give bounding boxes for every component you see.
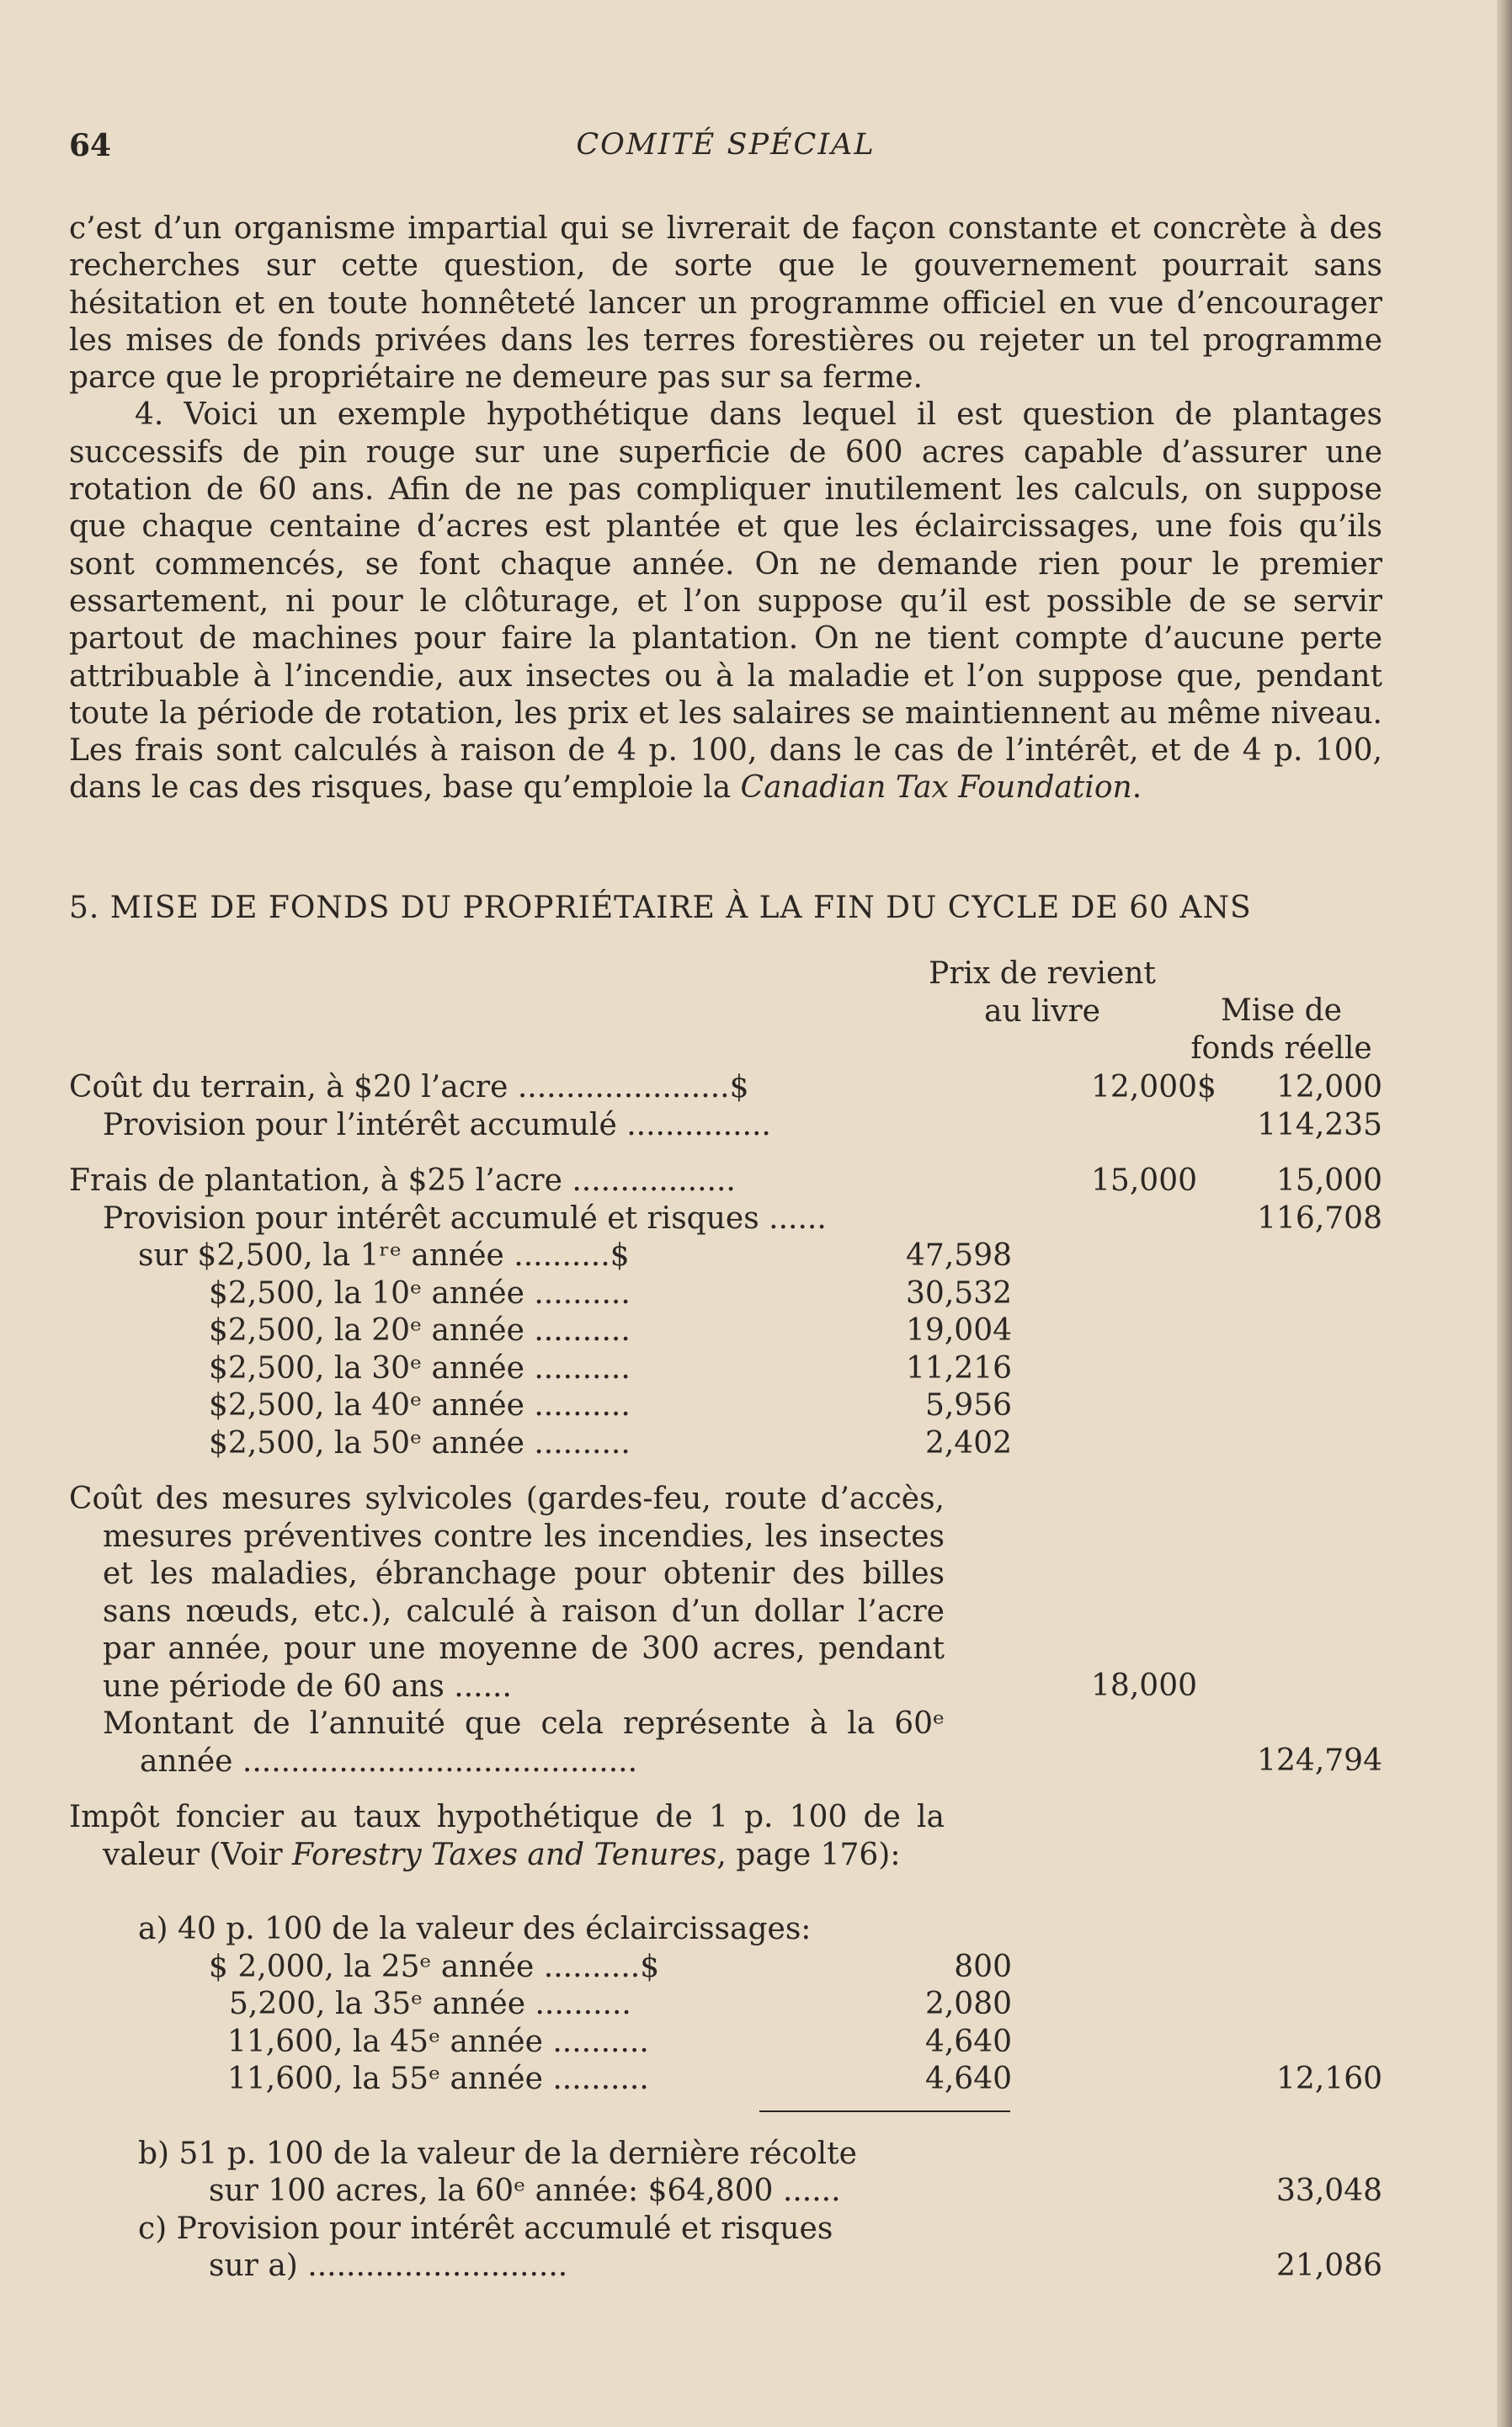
table-row-planting bbox=[69, 1163, 1382, 1200]
real-value: 15,000 bbox=[1276, 1163, 1382, 1198]
row-label: b) 51 p. 100 de la valeur de la dernière récolte bbox=[138, 2136, 857, 2171]
table-row-tax-b bbox=[69, 2136, 1382, 2174]
column-header-real-investment: Mise de fonds réelle bbox=[1190, 993, 1372, 1066]
paragraph-2-end: . bbox=[1131, 770, 1142, 806]
table-row-planting-interest bbox=[69, 1200, 1382, 1238]
table-row-silviculture bbox=[69, 1481, 1382, 1706]
sub-value: 19,004 bbox=[906, 1313, 1012, 1348]
table-row-planting-year bbox=[69, 1312, 1382, 1350]
row-label: sur a) ........................... bbox=[209, 2249, 568, 2283]
dollar-sign: $ bbox=[1197, 1070, 1217, 1104]
table-row-property-tax bbox=[69, 1799, 1382, 1911]
tax-text-italic: Forestry Taxes and Tenures bbox=[292, 1837, 717, 1872]
sub-value: 4,640 bbox=[924, 2024, 1012, 2059]
sub-value: 2,402 bbox=[924, 1425, 1012, 1461]
sub-value: 2,080 bbox=[924, 1987, 1012, 2021]
table-row-tax-a bbox=[69, 1911, 1382, 1949]
row-label: Montant de l’annuité que cela représente à la 60ᵉ année ......................................... bbox=[103, 1706, 945, 1779]
row-label: Coût du terrain, à $20 l’acre ......................$ bbox=[69, 1070, 749, 1104]
row-label: 11,600, la 55ᵉ année .......... bbox=[227, 2062, 649, 2096]
table-row-tax-a-year bbox=[69, 2024, 1382, 2062]
sub-value: 4,640 bbox=[924, 2062, 1012, 2096]
tax-text-2: , page 176): bbox=[716, 1837, 901, 1872]
paragraph-2-text: 4. Voici un exemple hypothétique dans lequel il est question de plantages successifs de pin rouge sur une superficie de 600 acres capable d’assurer une rotation de 60 ans. Afin de ne pas compliquer inutilement les calculs, on suppose que chaque centaine d’acres est plantée et que les éclaircissages, une fois qu’ils sont commencés, se font chaque année. On ne demande rien pour le premier essartement, ni pour le clôturage, et l’on suppose qu’il est possible de se servir partout de machines pour faire la plantation. On ne tient compte d’aucune perte attribuable à l’incendie, aux insectes ou à la maladie et l’on suppose que, pendant toute la période de rotation, les prix et les salaires se maintiennent au même niveau. Les frais sont calculés à raison de 4 p. 100, dans le cas de l’intérêt, et de 4 p. 100, dans le cas des risques, base qu’emploie la bbox=[69, 397, 1382, 806]
section-title: 5. MISE DE FONDS DU PROPRIÉTAIRE À LA FIN DU CYCLE DE 60 ANS bbox=[69, 891, 1252, 925]
table-row-tax-a-year bbox=[69, 2061, 1382, 2099]
page-header bbox=[69, 128, 1382, 170]
row-label bbox=[69, 1799, 945, 1874]
table-header bbox=[69, 955, 1382, 1069]
real-value: 116,708 bbox=[1257, 1200, 1382, 1236]
table-row-annuity bbox=[69, 1706, 1382, 1780]
subtotal-rule bbox=[759, 2110, 1010, 2112]
investment-table bbox=[69, 955, 1382, 2286]
page-number: 64 bbox=[69, 128, 112, 163]
paragraph-2 bbox=[69, 397, 1382, 806]
table-row-tax-c-cont bbox=[69, 2248, 1382, 2286]
row-label: a) 40 p. 100 de la valeur des éclaircissages: bbox=[138, 1912, 812, 1946]
page-edge-shadow bbox=[1497, 0, 1512, 2427]
sub-value: 800 bbox=[954, 1949, 1012, 1984]
row-label: $ 2,000, la 25ᵉ année ..........$ bbox=[209, 1949, 660, 1984]
row-label: Provision pour intérêt accumulé et risques ...... bbox=[103, 1200, 827, 1236]
table-row-land-cost bbox=[69, 1069, 1382, 1107]
table-row-planting-year bbox=[69, 1425, 1382, 1463]
real-value: 12,160 bbox=[1276, 2062, 1382, 2096]
row-label: $2,500, la 20ᵉ année .......... bbox=[209, 1313, 631, 1348]
subtotal-rule-row bbox=[69, 2099, 1382, 2136]
book-value: 12,000 bbox=[1091, 1070, 1197, 1104]
table-row-tax-c bbox=[69, 2211, 1382, 2249]
real-value: 21,086 bbox=[1276, 2249, 1382, 2283]
real-value: 124,794 bbox=[1257, 1743, 1382, 1778]
real-value: 114,235 bbox=[1257, 1107, 1382, 1142]
sub-value: 47,598 bbox=[906, 1238, 1012, 1273]
column-header-book-cost: Prix de revient au livre bbox=[929, 956, 1156, 1029]
row-label: Frais de plantation, à $25 l’acre ................. bbox=[69, 1163, 736, 1198]
row-label: 11,600, la 45ᵉ année .......... bbox=[227, 2024, 649, 2059]
row-label: $2,500, la 30ᵉ année .......... bbox=[209, 1350, 631, 1386]
body-text bbox=[69, 210, 1382, 807]
row-label: Provision pour l’intérêt accumulé ............... bbox=[103, 1107, 771, 1142]
table-row-planting-year bbox=[69, 1237, 1382, 1275]
sub-value: 30,532 bbox=[906, 1275, 1012, 1311]
table-row-land-interest bbox=[69, 1107, 1382, 1145]
row-label: Coût des mesures sylvicoles (gardes-feu, route d’accès, mesures préventives contre les incendies, les insectes et les maladies, ébranchage pour obtenir des billes sans nœuds, etc.), calculé à raison d’un dollar l’acre par année, pour une moyenne de 300 acres, pendant une période de 60 ans ...... bbox=[69, 1482, 945, 1704]
table-row-tax-a-year bbox=[69, 1986, 1382, 2024]
row-label: sur $2,500, la 1ʳᵉ année ..........$ bbox=[138, 1238, 630, 1273]
sub-value: 5,956 bbox=[924, 1388, 1012, 1423]
book-value: 15,000 bbox=[1091, 1163, 1197, 1198]
paragraph-1: c’est d’un organisme impartial qui se livrerait de façon constante et concrète à des recherches sur cette question, de sorte que le gouvernement pourrait sans hésitation et en toute honnêteté lancer un programme officiel en vue d’encourager les mises de fonds privées dans les terres forestières ou rejeter un tel programme parce que le propriétaire ne demeure pas sur sa ferme. bbox=[69, 211, 1382, 396]
book-value: 18,000 bbox=[1091, 1669, 1197, 1703]
table-row-tax-a-year bbox=[69, 1949, 1382, 1987]
tax-text-1: Impôt foncier au taux hypothétique de 1 p. 100 de la valeur (Voir bbox=[69, 1800, 945, 1872]
table-row-tax-b-cont bbox=[69, 2173, 1382, 2211]
row-label: 5,200, la 35ᵉ année .......... bbox=[229, 1987, 631, 2021]
table-row-planting-year bbox=[69, 1275, 1382, 1313]
real-value: 33,048 bbox=[1276, 2174, 1382, 2208]
sub-value: 11,216 bbox=[906, 1350, 1012, 1386]
table-row-planting-year bbox=[69, 1350, 1382, 1388]
row-label: sur 100 acres, la 60ᵉ année: $64,800 ...... bbox=[209, 2174, 841, 2208]
paragraph-2-italic: Canadian Tax Foundation bbox=[740, 770, 1132, 806]
running-title: COMITÉ SPÉCIAL bbox=[576, 128, 876, 162]
row-label: $2,500, la 50ᵉ année .......... bbox=[209, 1425, 631, 1461]
real-value: 12,000 bbox=[1276, 1070, 1382, 1104]
row-label: $2,500, la 10ᵉ année .......... bbox=[209, 1275, 631, 1311]
row-label: $2,500, la 40ᵉ année .......... bbox=[209, 1388, 631, 1423]
row-label: c) Provision pour intérêt accumulé et risques bbox=[138, 2211, 833, 2246]
table-row-planting-year bbox=[69, 1387, 1382, 1425]
